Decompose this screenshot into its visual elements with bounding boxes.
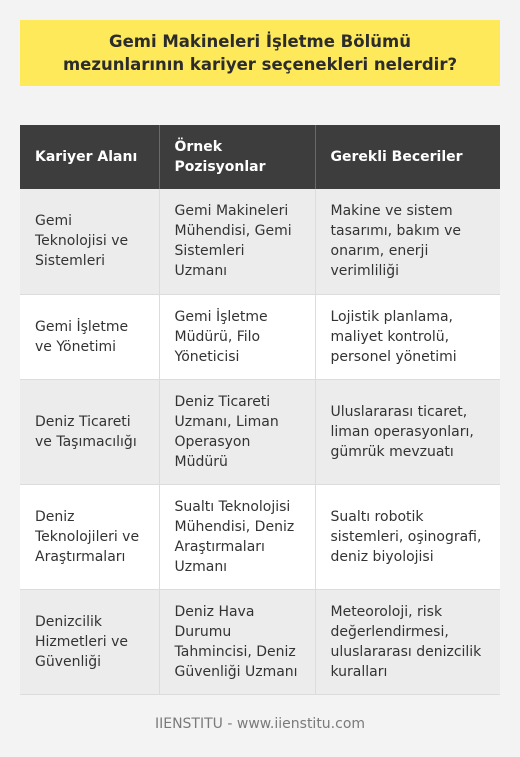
- career-table: [20, 125, 500, 695]
- title-banner: [20, 20, 500, 86]
- example-positions-cell: Deniz Ticareti Uzmanı, Liman Operasyon Müdürü: [159, 379, 315, 484]
- table-row: [20, 484, 500, 589]
- career-area-cell: Deniz Teknolojileri ve Araştırmaları: [20, 484, 159, 589]
- column-header-required-skills: Gerekli Beceriler: [315, 125, 500, 189]
- table-row: [20, 379, 500, 484]
- career-area-cell: Denizcilik Hizmetleri ve Güvenliği: [20, 589, 159, 694]
- column-header-career-area: Kariyer Alanı: [20, 125, 159, 189]
- table-row: [20, 294, 500, 379]
- required-skills-cell: Makine ve sistem tasarımı, bakım ve onarım, enerji verimliliği: [315, 189, 500, 294]
- required-skills-cell: Lojistik planlama, maliyet kontrolü, personel yönetimi: [315, 294, 500, 379]
- table-row: [20, 589, 500, 694]
- example-positions-cell: Gemi Makineleri Mühendisi, Gemi Sistemleri Uzmanı: [159, 189, 315, 294]
- table-header-row: [20, 125, 500, 189]
- example-positions-cell: Deniz Hava Durumu Tahmincisi, Deniz Güvenliği Uzmanı: [159, 589, 315, 694]
- required-skills-cell: Meteoroloji, risk değerlendirmesi, uluslararası denizcilik kuralları: [315, 589, 500, 694]
- career-area-cell: Deniz Ticareti ve Taşımacılığı: [20, 379, 159, 484]
- table-row: [20, 189, 500, 294]
- required-skills-cell: Sualtı robotik sistemleri, oşinografi, deniz biyolojisi: [315, 484, 500, 589]
- career-area-cell: Gemi Teknolojisi ve Sistemleri: [20, 189, 159, 294]
- example-positions-cell: Gemi İşletme Müdürü, Filo Yöneticisi: [159, 294, 315, 379]
- page-title: Gemi Makineleri İşletme Bölümü mezunlarının kariyer seçenekleri nelerdir?: [62, 32, 458, 74]
- required-skills-cell: Uluslararası ticaret, liman operasyonları, gümrük mevzuatı: [315, 379, 500, 484]
- footer-credit: IIENSTITU - www.iienstitu.com: [154, 716, 366, 732]
- example-positions-cell: Sualtı Teknolojisi Mühendisi, Deniz Araştırmaları Uzmanı: [159, 484, 315, 589]
- career-area-cell: Gemi İşletme ve Yönetimi: [20, 294, 159, 379]
- column-header-example-positions: Örnek Pozisyonlar: [159, 125, 315, 189]
